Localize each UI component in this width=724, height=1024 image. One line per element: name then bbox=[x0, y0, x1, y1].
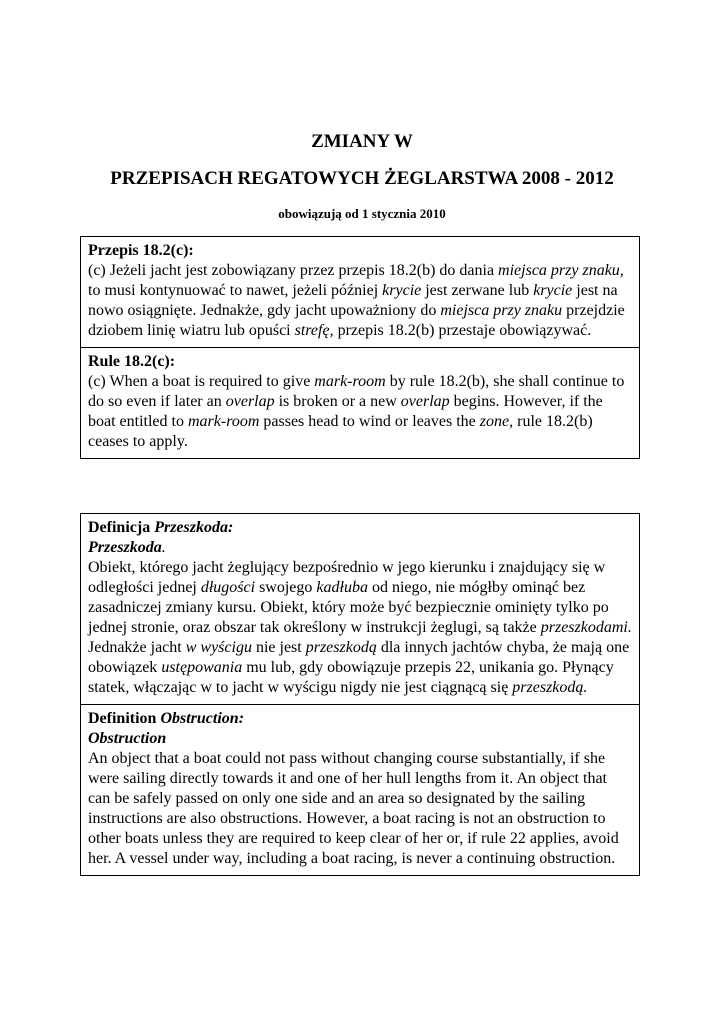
definition-english-cell bbox=[81, 704, 639, 875]
italic-term: przeszkodą bbox=[305, 639, 377, 656]
italic-term: mark-room bbox=[187, 413, 260, 430]
italic-term: krycie bbox=[533, 282, 573, 299]
rule-polish-heading: Przepis 18.2(c): bbox=[88, 242, 194, 259]
text-run: od niego, nie mógłby ominąć bez zasadniczej zmiany kursu. Obiekt, który może być bezpiecznie ominięty tylko po jednej stronie, oraz obszar tak określony w instrukcji żeglugi, są także bbox=[88, 579, 609, 636]
italic-term: miejsca przy znaku bbox=[440, 302, 563, 319]
italic-term: miejsca przy znaku, bbox=[498, 262, 624, 279]
definition-polish-term bbox=[88, 538, 632, 558]
heading-bold: Definition bbox=[88, 710, 161, 727]
definition-english-text: An object that a boat could not pass without changing course substantially, if she were sailing directly towards it and one of her hull lengths from it. An object that can be safely passed on only one side and an area so designated by the sailing instructions are also obstructions. However, a boat racing is not an obstruction to other boats unless they are required to keep clear of her or, if rule 22 applies, avoid her. A vessel under way, including a boat racing, is never a continuing obstruction. bbox=[88, 750, 619, 867]
text-run: Jednakże jacht bbox=[88, 639, 186, 656]
heading-bold: Definicja bbox=[88, 519, 155, 536]
text-run: jest zerwane lub bbox=[421, 282, 534, 299]
italic-term: zone bbox=[479, 413, 510, 430]
italic-term: overlap bbox=[400, 393, 450, 410]
italic-term: długości bbox=[200, 579, 256, 596]
text-run: mu lub, gdy obowiązuje przepis 22, unikania go. Płynący statek, włączając w to jacht w wyścigu nigdy nie jest ciągnącą się bbox=[88, 659, 614, 696]
heading-italic: Przeszkoda: bbox=[154, 519, 234, 536]
text-run: nie jest bbox=[251, 639, 306, 656]
heading-italic: Obstruction: bbox=[160, 710, 245, 727]
italic-term: ustępowania bbox=[161, 659, 243, 676]
page-title: ZMIANY W bbox=[311, 131, 413, 152]
text-run: (c) When a boat is required to give bbox=[88, 373, 315, 390]
text-run: swojego bbox=[255, 579, 317, 596]
text-run: przepis 18.2(b) przestaje obowiązywać. bbox=[333, 322, 592, 339]
text-run: passes head to wind or leaves the bbox=[259, 413, 480, 430]
rule-english-heading: Rule 18.2(c): bbox=[88, 353, 176, 370]
italic-term: przeszkodą. bbox=[512, 679, 588, 696]
definition-english-heading bbox=[88, 709, 632, 729]
text-run: dla innych jachtów chyba, że mają one obowiązek bbox=[88, 639, 630, 676]
italic-term: krycie bbox=[382, 282, 422, 299]
rule-english-cell bbox=[81, 347, 639, 458]
text-run: begins. However, if the boat entitled to bbox=[88, 393, 603, 430]
rule-polish-cell bbox=[81, 237, 639, 347]
text-run: , rule 18.2(b) ceases to apply. bbox=[88, 413, 593, 450]
text-run: Obiekt, którego jacht żeglujący bezpośrednio w jego kierunku i znajdujący się w odległości jednej bbox=[88, 559, 606, 596]
page-title-line2: PRZEPISACH REGATOWYCH ŻEGLARSTWA 2008 - 2012 bbox=[110, 168, 614, 189]
rule-english-text bbox=[88, 372, 632, 452]
definition-polish-cell bbox=[81, 514, 639, 704]
text-run: (c) Jeżeli jacht jest zobowiązany przez przepis 18.2(b) do dania bbox=[88, 262, 499, 279]
rule-polish-text bbox=[88, 261, 632, 341]
rule-18-2c-table bbox=[80, 236, 640, 459]
text-run: is broken or a new bbox=[274, 393, 401, 410]
term: Obstruction bbox=[88, 730, 167, 747]
page-subtitle: obowiązują od 1 stycznia 2010 bbox=[278, 206, 446, 221]
definition-english-term bbox=[88, 729, 632, 749]
text-run: by rule 18.2(b), she shall continue to do so even if later an bbox=[88, 373, 625, 410]
term-dot: . bbox=[161, 539, 166, 556]
italic-term: kadłuba bbox=[316, 579, 368, 596]
definition-polish-heading bbox=[88, 518, 632, 538]
text-run: przejdzie dziobem linię wiatru lub opuści bbox=[88, 302, 625, 339]
text-run: jest na nowo osiągnięte. Jednakże, gdy jacht upoważniony do bbox=[88, 282, 618, 319]
italic-term: strefę, bbox=[294, 322, 334, 339]
definition-polish-text bbox=[88, 558, 632, 698]
term: Przeszkoda bbox=[88, 539, 162, 556]
text-run: to musi kontynuować to nawet, jeżeli później bbox=[88, 282, 383, 299]
italic-term: overlap bbox=[225, 393, 275, 410]
italic-term: przeszkodami. bbox=[540, 619, 632, 636]
italic-term: w wyścigu bbox=[185, 639, 252, 656]
obstruction-definition-table bbox=[80, 513, 640, 876]
italic-term: mark-room bbox=[314, 373, 386, 390]
